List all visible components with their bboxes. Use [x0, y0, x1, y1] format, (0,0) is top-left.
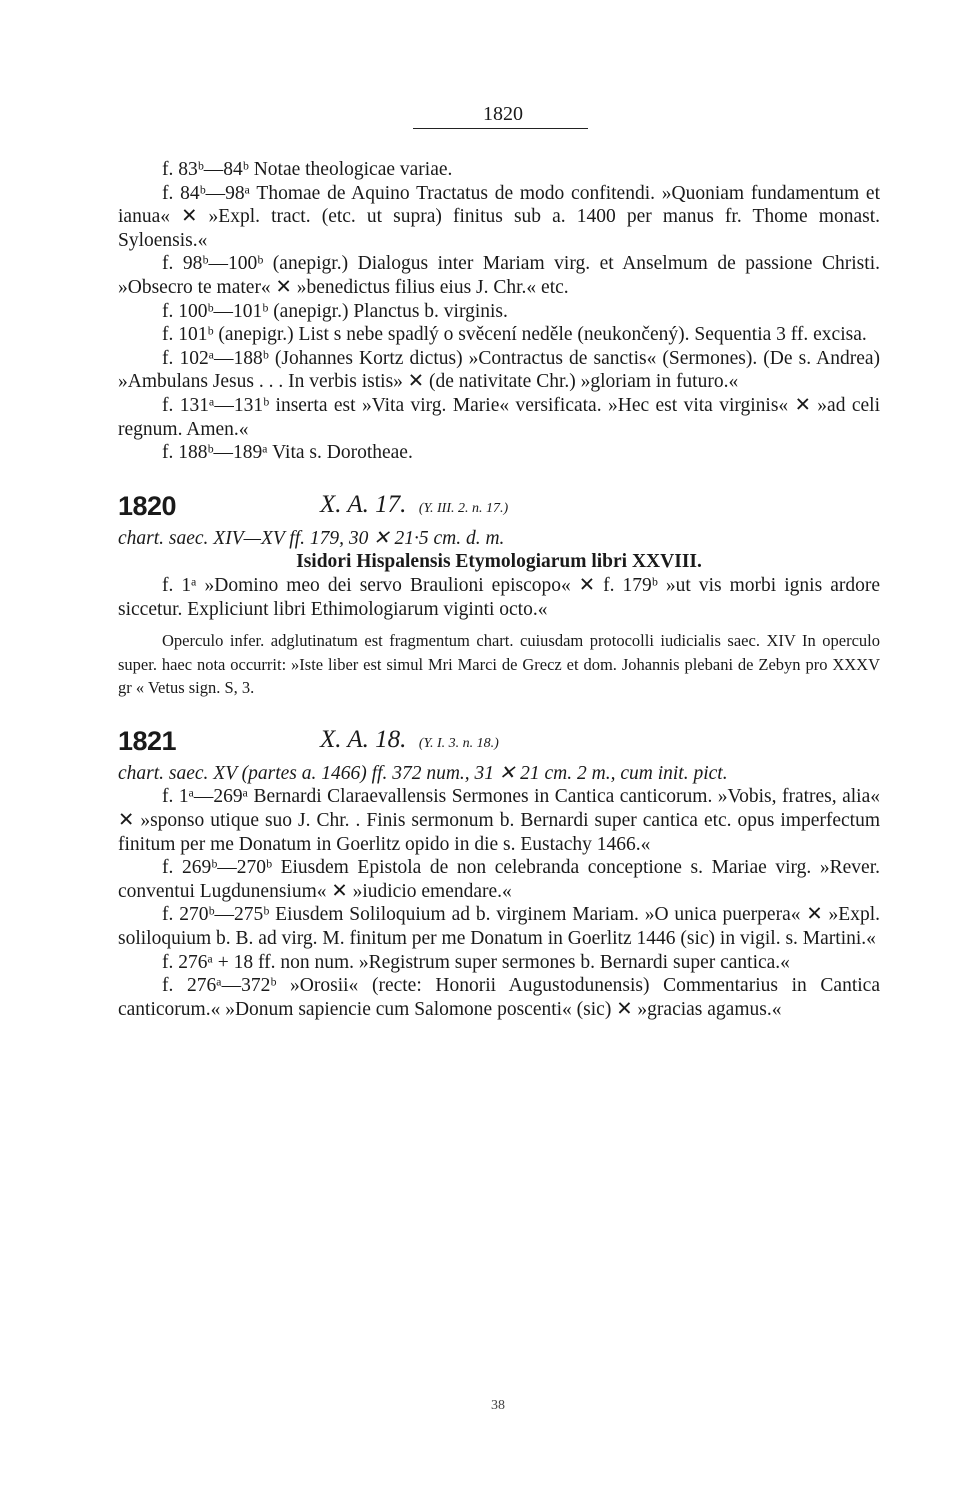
entry-1820-heading: [118, 490, 880, 527]
prev-item-1: f. 83ᵇ—84ᵇ Notae theologicae variae.: [162, 159, 453, 180]
entry-description: chart. saec. XIV—XV ff. 179, 30 ✕ 21·5 cm. d. m.: [118, 527, 505, 549]
prev-item-8: f. 188ᵇ—189ᵃ Vita s. Dorotheae.: [162, 442, 413, 464]
prev-item-4: f. 100ᵇ—101ᵇ (anepigr.) Planctus b. virginis.: [162, 300, 508, 322]
entry-item-4: f. 276ᵃ + 18 ff. non num. »Registrum super sermones b. Bernardi super cantica.«: [162, 951, 790, 973]
old-signature: (Y. I. 3. n. 18.): [418, 735, 499, 751]
page-header-number: 1820: [483, 103, 523, 125]
header-rule: [413, 128, 588, 129]
entry-item-1: f. 1ᵃ—269ᵃ Bernardi Claraevallensis Sermones in Cantica canticorum. »Vobis, fratres, alia« ✕ »sponso utique suo J. Chr. . Finis sermonum b. Bernardi super cantica etc. opus imperfectum finitum per me Donatum in Goerlitz opido in die s. Eustachy 1466.«: [118, 786, 880, 855]
entry-title: Isidori Hispalensis Etymologiarum libri XXVIII.: [296, 551, 702, 573]
entry-number: 1820: [118, 490, 177, 521]
body-text: [118, 158, 880, 1021]
entry-1821-heading: [118, 725, 880, 762]
entry-description: chart. saec. XV (partes a. 1466) ff. 372 num., 31 ✕ 21 cm. 2 m., cum init. pict.: [118, 762, 728, 784]
prev-item-7: f. 131ᵃ—131ᵇ inserta est »Vita virg. Marie« versificata. »Hec est vita virginis« ✕ »ad celi regnum. Amen.«: [118, 394, 880, 440]
prev-item-5: f. 101ᵇ (anepigr.) List s nebe spadlý o svěcení neděle (neukončený). Sequentia 3 ff. excisa.: [162, 324, 867, 346]
entry-number: 1821: [118, 725, 177, 756]
entry-item-5: f. 276ᵃ—372ᵇ »Orosii« (recte: Honorii Augustodunensis) Commentarius in Cantica canticorum.« »Donum sapiencie cum Salomone poscenti« (sic) ✕ »gracias agamus.«: [118, 975, 880, 1020]
entry-signature: X. A. 18. (Y. I. 3. n. 18.): [320, 725, 499, 753]
entry-item-2: f. 269ᵇ—270ᵇ Eiusdem Epistola de non celebranda conceptione s. Mariae virg. »Rever. conventui Lugdunensium« ✕ »iudicio emendare.«: [118, 857, 880, 902]
prev-item-3: f. 98ᵇ—100ᵇ (anepigr.) Dialogus inter Mariam virg. et Anselmum de passione Christi. »Obsecro te mater« ✕ »benedictus filius eius J. Chr.« etc.: [118, 253, 880, 298]
entry-signature: X. A. 17. (Y. III. 2. n. 17.): [320, 490, 509, 518]
entry-note: Operculo infer. adglutinatum est fragmentum chart. cuiusdam protocolli iudicialis saec. XIV In operculo super. haec nota occurrit: »Iste liber est simul Mri Marci de Grecz et dom. Johannis plebani de Zebyn pro XXXV gr « Vetus sign. S, 3.: [118, 631, 880, 698]
entry-content: f. 1ᵃ »Domino meo dei servo Braulioni episcopo« ✕ f. 179ᵇ »ut vis morbi ignis ardore siccetur. Expliciunt libri Ethimologiarum viginti octo.«: [118, 574, 880, 620]
prev-item-2: f. 84ᵇ—98ᵃ Thomae de Aquino Tractatus de modo confitendi. »Quoniam fundamentum et ianua« ✕ »Expl. tract. (etc. ut supra) finitus sub a. 1400 per manus fr. Thome monast. Syloensis.«: [118, 182, 880, 251]
page-folio: 38: [491, 1398, 505, 1413]
old-signature: (Y. III. 2. n. 17.): [418, 500, 509, 516]
entry-item-3: f. 270ᵇ—275ᵇ Eiusdem Soliloquium ad b. virginem Mariam. »O unica puerpera« ✕ »Expl. soliloquium b. B. ad virg. M. finitum per me Donatum in Goerlitz 1446 (sic) in vigil. s. Martini.«: [118, 904, 880, 950]
prev-item-6: f. 102ᵃ—188ᵇ (Johannes Kortz dictus) »Contractus de sanctis« (Sermones). (De s. Andrea) »Ambulans Jesus . . . In verbis istis» ✕ (de nativitate Chr.) »gloriam in futuro.«: [118, 347, 880, 393]
